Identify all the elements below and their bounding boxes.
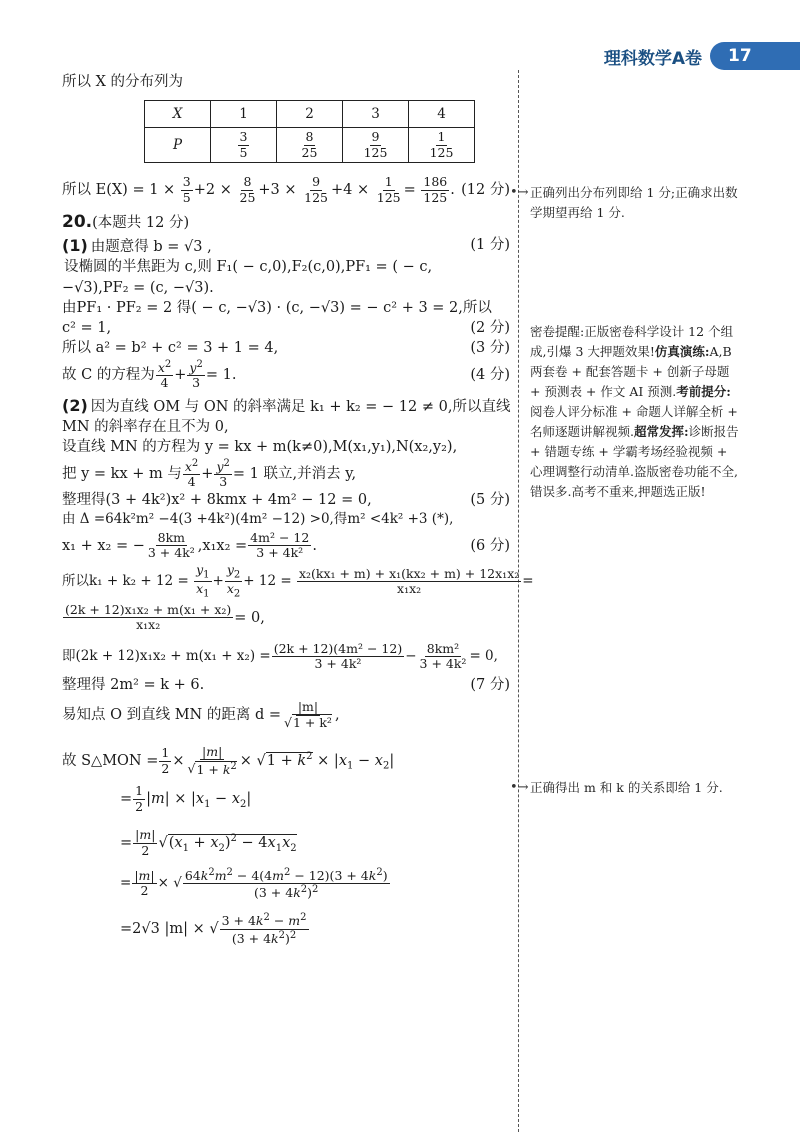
table-cell: $\frac{3}{5}$ xyxy=(211,128,277,163)
table-cell: $\frac{1}{125}$ xyxy=(409,128,475,163)
p1-line-1: (1) 由题意得 b = √3 , (1 分) xyxy=(62,235,510,255)
table-cell: 4 xyxy=(409,101,475,128)
arrow-icon: •→ xyxy=(510,185,529,200)
table-cell: 3 xyxy=(343,101,409,128)
table-cell: 1 xyxy=(211,101,277,128)
score-mark: (12 分) xyxy=(461,182,510,199)
margin-note-1: 正确列出分布列即给 1 分;正确求出数学期望再给 1 分. xyxy=(530,185,738,220)
table-row xyxy=(145,101,475,128)
p2-line-14: = $\frac{1}{2}$ $|m| \times |x_1 - x_2|$ xyxy=(120,783,252,814)
p1-line-6: 所以 a² = b² + c² = 3 + 1 = 4, (3 分) xyxy=(62,340,510,357)
arrow-icon: •→ xyxy=(510,780,529,795)
margin-divider xyxy=(518,70,519,1132)
p1-line-5: c² = 1, (2 分) xyxy=(62,320,510,337)
p2-line-1: (2) 因为直线 OM 与 ON 的斜率满足 k₁ + k₂ = − 12 ≠ 0,所以直线 xyxy=(62,395,511,415)
p1-line-2: 设椭圆的半焦距为 c,则 F₁( − c,0),F₂(c,0),PF₁ = ( − c, xyxy=(64,259,433,276)
p2-line-17: =2√3 |m| × √ $\frac{3 + 4k^2 - m^2}{(3 + 4k^2)^2}$ xyxy=(120,912,307,946)
page-number-badge: 17 xyxy=(710,42,800,70)
table-cell: P xyxy=(145,128,211,163)
p2-line-11: 整理得 2m² = k + 6. (7 分) xyxy=(62,676,510,693)
p2-line-5: 整理得(3 + 4k²)x² + 8kmx + 4m² − 12 = 0, (5 分) xyxy=(62,491,510,508)
p2-line-12: 易知点 O 到直线 MN 的距离 d = $\frac{|m|}{\text{√1 + k²}}$ , xyxy=(62,699,340,730)
p2-line-10: 即(2k + 12)x₁x₂ + m(x₁ + x₂) = $\frac{\text{(2k + 12)(4m² − 12)}}{\text{3 + 4k²}}$ − $\frac{\text{8km²}}{\text{3 + 4k²}}$ = 0, xyxy=(62,640,498,671)
p1-line-4: 由PF₁ · PF₂ = 2 得( − c, −√3) · (c, −√3) = − c² + 3 = 2,所以 xyxy=(62,299,492,316)
answer-column xyxy=(62,72,534,951)
page-header xyxy=(604,40,800,72)
p2-line-3: 设直线 MN 的方程为 y = kx + m(k≠0),M(x₁,y₁),N(x₂,y₂), xyxy=(62,439,458,456)
question-20-header: 20.(本题共 12 分) xyxy=(62,212,190,233)
table-cell: 2 xyxy=(277,101,343,128)
p2-line-15: = $\frac{|m|}{2}$ $√(x_1 + x_2)^2 - 4x_1x_2$ xyxy=(120,827,297,858)
p2-line-9: $\frac{\text{(2k + 12)x₁x₂ + m(x₁ + x₂)}}{\text{x₁x₂}}$ = 0, xyxy=(65,602,265,633)
distribution-table xyxy=(144,100,475,163)
p1-line-3: −√3),PF₂ = (c, −√3). xyxy=(62,279,214,296)
p2-line-4: 把 y = kx + m 与 $\frac{x^2}{4}$ + $\frac{y^2}{3}$ = 1 联立,并消去 y, xyxy=(62,457,357,490)
header-title: 理科数学A卷 xyxy=(603,48,702,69)
table-cell: $\frac{9}{125}$ xyxy=(343,128,409,163)
margin-ad-box: 密卷提醒:正版密卷科学设计 12 个组成,引爆 3 大押题效果!仿真演练:A,B 两套卷 + 配套答题卡 + 创新子母题 + 预测表 + 作文 AI 预测.考前提分:阅卷人评分标准 + 命题人详解全析 + 名师逐题讲解视频.超常发挥:诊断报告 + 错题专练 + 学霸考场经验视频 + 心理调整行动清单.盗版密卷功能不全,错误多.高考不重来,押题选正版! xyxy=(530,324,739,499)
table-cell: $\frac{8}{25}$ xyxy=(277,128,343,163)
p2-line-6: 由 Δ =64k²m² −4(3 +4k²)(4m² −12) >0,得m² <4k² +3 (*), xyxy=(62,511,454,527)
table-row xyxy=(145,128,475,163)
p2-line-2: MN 的斜率存在且不为 0, xyxy=(62,419,229,436)
p2-line-7: x₁ + x₂ = − $\frac{8km}{\text{3 + 4k²}}$ ,x₁x₂ = $\frac{\text{4m² − 12}}{\text{3 + 4k²}}$ . (6 分) xyxy=(62,530,510,561)
p1-line-7: 故 C 的方程为 $\frac{x^2}{4}$ + $\frac{y^2}{3}$ = 1. (4 分) xyxy=(62,358,510,391)
margin-note-2: 正确得出 m 和 k 的关系即给 1 分. xyxy=(530,780,723,795)
p2-line-8: 所以k₁ + k₂ + 12 = $\frac{y_1}{x_1}$ + $\frac{y_2}{x_2}$ + 12 = $\frac{\text{x₂(kx₁ + m) + x₁(kx₂ + m) + 12x₁x₂}}{\text{x₁x₂}}$ = xyxy=(62,561,534,600)
p2-line-13: 故 S△MON = $\frac{1}{2}$ × $\frac{|m|}{√1 + k^2}$ × $√1 + k^2 \times |x_1 - x_2|$ xyxy=(62,744,395,777)
expectation-line: 所以 E(X) = 1 × $\frac{3}{5}$ +2 × $\frac{8}{25}$ +3 × $\frac{9}{125}$ +4 × $\frac{1}{125}$ = $\frac{186}{125}$ . (12 分) xyxy=(62,173,510,207)
p2-line-16: = $\frac{|m|}{2}$ × √ $\frac{64k^2m^2 - 4(4m^2 - 12)(3 + 4k^2)}{(3 + 4k^2)^2}$ xyxy=(120,866,388,901)
dist-intro: 所以 X 的分布列为 xyxy=(62,74,184,90)
table-cell: X xyxy=(145,101,211,128)
